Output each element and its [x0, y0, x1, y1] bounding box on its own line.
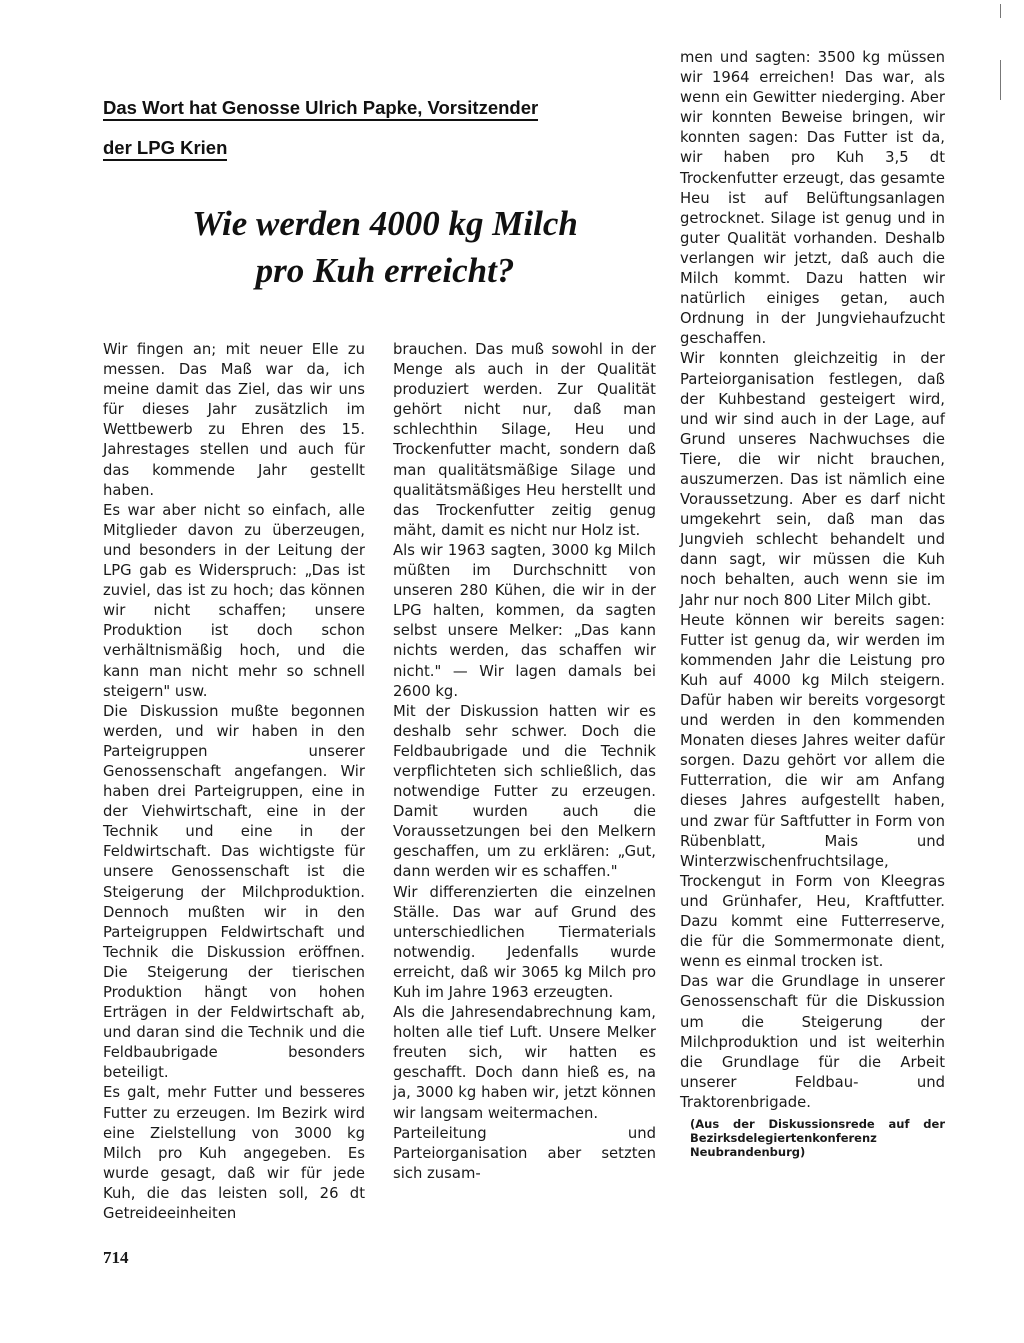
- paragraph: Wir fingen an; mit neuer Elle zu messen. Das Maß war da, ich meine damit das Ziel, das wir uns für dieses Jahr zusätzlich im Wettbewerb zu Ehren des 15. Jahrestages stellen und auch für das kommende Jahr gestellt haben.: [103, 341, 365, 499]
- paragraph: Das war die Grundlage in unserer Genossenschaft für die Diskussion um die Steigerung der Milchproduktion und ist weiterhin die Grundlage für die Arbeit unserer Feldbau- und Traktorenbrigade.: [680, 973, 945, 1111]
- margin-mark: [1000, 60, 1001, 100]
- paragraph: Wir konnten gleichzeitig in der Parteiorganisation festlegen, daß der Kuhbestand gesteigert wird, und wir sind auch in der Lage, auf Grund unseres Nachwuchses die Tiere, die wir nicht brauchen, auszumerzen. Das ist nämlich eine Voraussetzung. Aber es darf nicht umgekehrt sein, daß man das Jungvieh schlecht behandelt und dann sagt, wir müssen die Kuh noch behalten, auch wenn sie im Jahr nur noch 800 Liter Milch gibt.: [680, 350, 945, 609]
- article-title: [150, 200, 620, 294]
- text-column-2: [393, 340, 656, 1184]
- paragraph: Als wir 1963 sagten, 3000 kg Milch müßten im Durchschnitt von unseren 280 Kühen, die wir in der LPG halten, kommen, da sagten selbst unsere Melker: „Das kann nichts werden, das schaffen wir nicht." — Wir lagen damals bei 2600 kg.: [393, 541, 656, 700]
- paragraph: Parteileitung und Parteiorganisation aber setzten sich zusam-: [393, 1124, 656, 1182]
- title-line-2: pro Kuh erreicht?: [255, 251, 515, 290]
- paragraph: Mit der Diskussion hatten wir es deshalb sehr schwer. Doch die Feldbaubrigade und die Technik verpflichteten sich schließlich, das notwendige Futter zu erzeugen. Damit wurden auch die Voraussetzungen bei den Melkern geschaffen, um zu erklären: „Gut, dann werden wir es schaffen.": [393, 702, 656, 881]
- article-header: [103, 88, 593, 168]
- header-line-2: der LPG Krien: [103, 137, 227, 161]
- paragraph: Wir differenzierten die einzelnen Ställe. Das war auf Grund des unterschiedlichen Tiermaterials notwendig. Jedenfalls wurde erreicht, daß wir 3065 kg Milch pro Kuh im Jahre 1963 erzeugten.: [393, 883, 656, 1001]
- paragraph: Die Diskussion mußte begonnen werden, und wir haben in den Parteigruppen unserer Genossenschaft angefangen. Wir haben drei Parteigruppen, eine in der Viehwirtschaft, eine in der Technik und eine in der Feldwirtschaft. Das wichtigste für unsere Genossenschaft ist die Steigerung der Milchproduktion. Dennoch mußten wir in den Parteigruppen Feldwirtschaft und Technik die Diskussion eröffnen. Die Steigerung der tierischen Produktion hängt von hohen Erträgen in der Feldwirtschaft ab, und daran sind die Technik und die Feldbaubrigade besonders beteiligt.: [103, 702, 365, 1082]
- title-line-1: Wie werden 4000 kg Milch: [192, 204, 578, 243]
- header-line-1: Das Wort hat Genosse Ulrich Papke, Vorsitzender: [103, 97, 538, 121]
- paragraph: men und sagten: 3500 kg müssen wir 1964 erreichen! Das war, als wenn ein Gewitter niederging. Aber wir konnten Beweise bringen, wir konnten sagen: Das Futter ist da, wir haben pro Kuh 3,5 dt Trockenfutter erzeugt, das gesamte Heu ist auf Belüftungsanlagen getrocknet. Silage ist genug und in guter Qualität vorhanden. Deshalb verlangen wir jetzt, daß auch die Milch kommt. Dazu hatten wir natürlich einiges getan, auch Ordnung in der Jungviehaufzucht geschaffen.: [680, 49, 945, 348]
- text-column-3: [680, 48, 945, 1159]
- page-number: 714: [103, 1248, 129, 1267]
- text-column-1: [103, 340, 365, 1224]
- paragraph: Als die Jahresendabrechnung kam, holten alle tief Luft. Unsere Melker freuten sich, wir hatten es geschafft. Doch dann hieß es, na ja, 3000 kg haben wir, jetzt können wir langsam weitermachen.: [393, 1004, 656, 1122]
- paragraph: Heute können wir bereits sagen: Futter ist genug da, wir werden im kommenden Jahr die Leistung pro Kuh auf 4000 kg Milch steigern. Dafür haben wir bereits vorgesorgt und werden in den kommenden Monaten dieses Jahres weiter dafür sorgen. Dazu gehört vor allem die Futterration, die wir am Anfang dieses Jahres aufgestellt haben, und zwar für Saftfutter in Form von Rübenblatt, Mais und Winterzwischenfruchtsilage, Trockengut in Form von Kleegras und Grünhafer, Heu, Kraftfutter. Dazu kommt eine Futterreserve, die für die Sommermonate dient, wenn es einmal trocken ist.: [680, 611, 945, 971]
- margin-mark: [1000, 4, 1001, 18]
- paragraph: Es war aber nicht so einfach, alle Mitglieder davon zu überzeugen, und besonders in der Leitung der LPG gab es Widerspruch: „Das ist zuviel, das ist zu hoch; das können wir nicht schaffen; unsere Produktion ist doch schon verhältnismäßig hoch, und die kann man nicht mehr so schnell steigern" usw.: [103, 501, 365, 700]
- paragraph: Es galt, mehr Futter und besseres Futter zu erzeugen. Im Bezirk wird eine Zielstellung von 3000 kg Milch pro Kuh angegeben. Es wurde gesagt, daß wir für jede Kuh, die das leisten soll, 26 dt Getreideeinheiten: [103, 1084, 365, 1223]
- paragraph: brauchen. Das muß sowohl in der Menge als auch in der Qualität produziert werden. Zur Qualität gehört nicht nur, daß man schlechthin Silage, Heu und Trockenfutter macht, sondern daß man qualitätsmäßige Silage und qualitätsmäßiges Heu herstellt und das Trockenfutter zeitig genug mäht, damit es nicht nur Holz ist.: [393, 341, 656, 539]
- source-note: (Aus der Diskussionsrede auf der Bezirksdelegiertenkonferenz Neubrandenburg): [690, 1116, 945, 1159]
